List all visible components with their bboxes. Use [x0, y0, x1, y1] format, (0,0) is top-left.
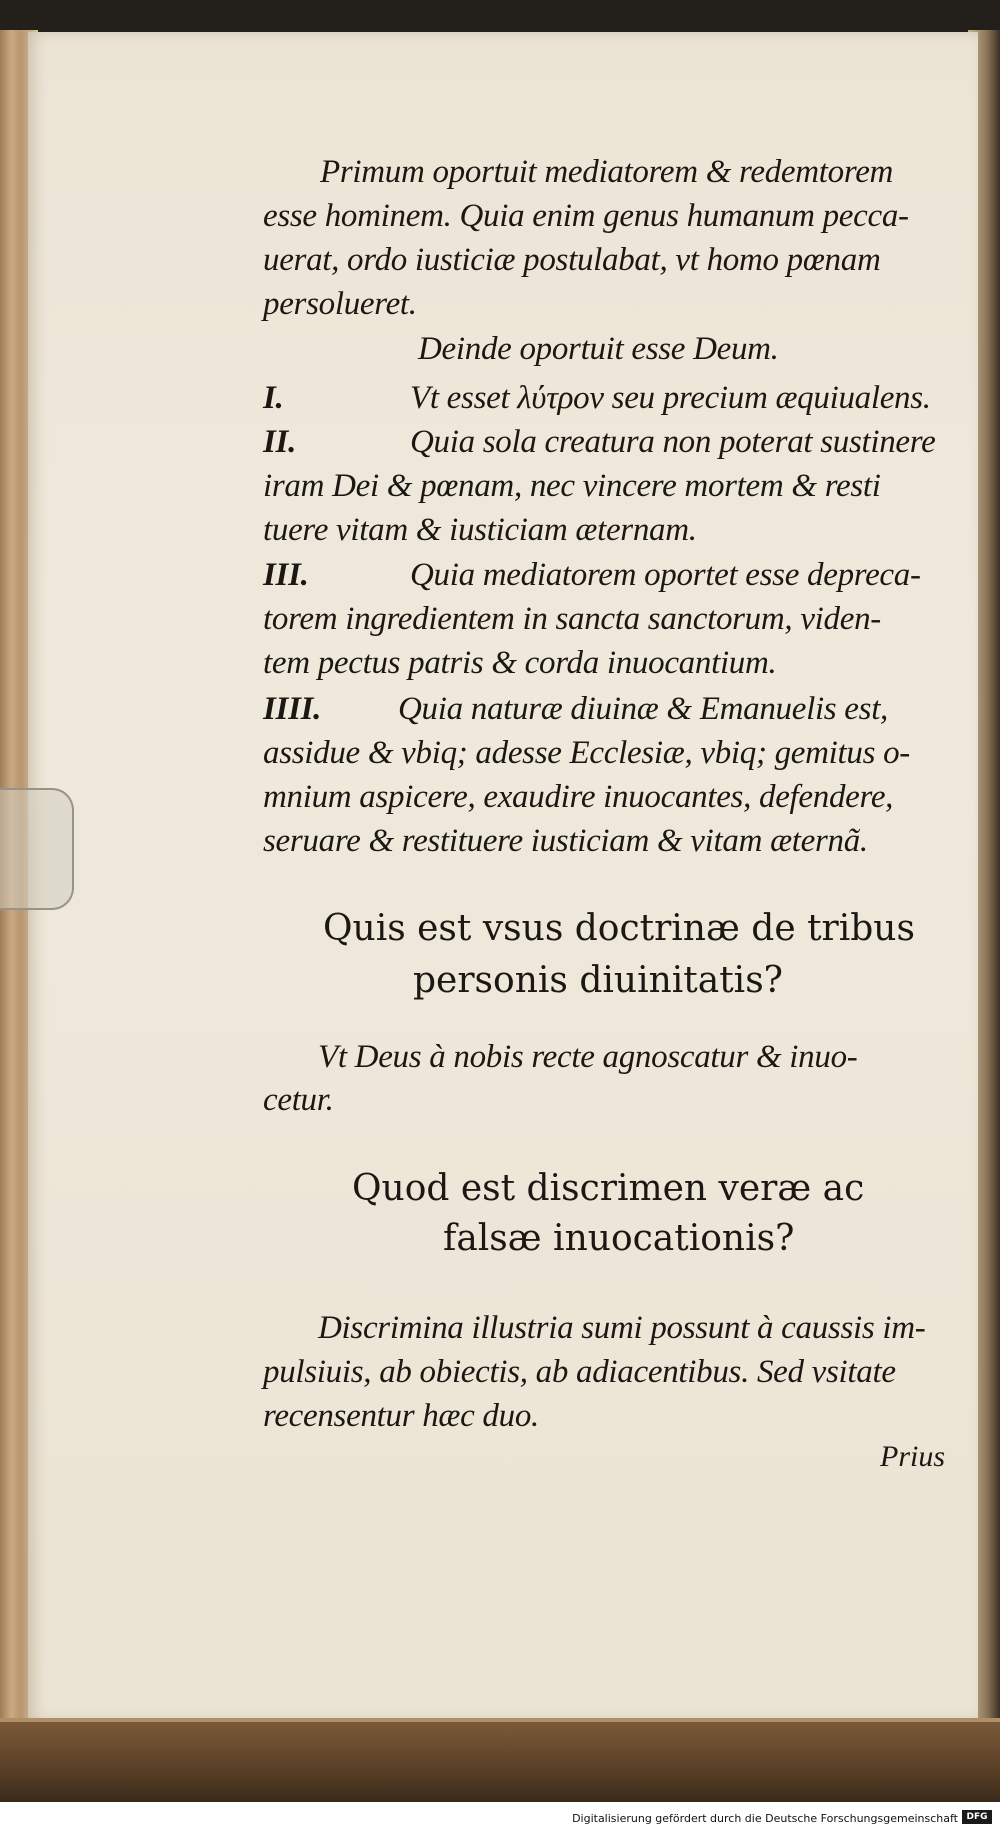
point-4-line-1: Quia naturæ diuinæ & Emanuelis est, [398, 691, 889, 727]
body-line-3: uerat, ordo iusticiæ postulabat, vt homo pœnam [263, 242, 881, 278]
body-line-1: Primum oportuit mediatorem & redemtorem [320, 154, 894, 190]
point-4-line-2: assidue & vbiq; adesse Ecclesiæ, vbiq; gemitus o- [263, 735, 910, 771]
catchword: Prius [880, 1440, 946, 1473]
answer-1-line-2: cetur. [263, 1082, 334, 1118]
scan-background-top [0, 0, 1000, 36]
point-4-line-4: seruare & restituere iusticiam & vitam æternã. [263, 823, 868, 859]
point-2-line-1: Quia sola creatura non poterat sustinere [410, 424, 936, 460]
answer-2-line-1: Discrimina illustria sumi possunt à caussis im- [318, 1310, 926, 1346]
book-page [28, 32, 978, 1722]
point-1-line-1: Vt esset λύτρον seu precium æquiualens. [410, 380, 931, 416]
dfg-logo-badge: DFG [962, 1810, 992, 1824]
point-2-line-2: iram Dei & pœnam, nec vincere mortem & resti [263, 468, 881, 504]
numeral-1: I. [263, 380, 284, 416]
footer-credit: Digitalisierung gefördert durch die Deutsche Forschungsgemeinschaft [572, 1812, 958, 1825]
question-2-line-1: Quod est discrimen veræ ac [352, 1168, 865, 1209]
point-3-line-3: tem pectus patris & corda inuocantium. [263, 645, 777, 681]
page-clip [0, 788, 74, 910]
point-4-line-3: mnium aspicere, exaudire inuocantes, defendere, [263, 779, 894, 815]
deinde-line: Deinde oportuit esse Deum. [418, 331, 779, 367]
answer-1-line-1: Vt Deus à nobis recte agnoscatur & inuo- [318, 1039, 858, 1075]
point-3-line-1: Quia mediatorem oportet esse depreca- [410, 557, 921, 593]
point-2-line-3: tuere vitam & iusticiam æternam. [263, 512, 697, 548]
numeral-2: II. [263, 424, 297, 460]
question-1-line-1: Quis est vsus doctrinæ de tribus [323, 908, 915, 949]
body-line-4: persolueret. [263, 286, 417, 322]
question-2-line-2: falsæ inuocationis? [443, 1218, 795, 1259]
numeral-3: III. [263, 557, 309, 593]
numeral-4: IIII. [263, 691, 322, 727]
answer-2-line-3: recensentur hæc duo. [263, 1398, 539, 1434]
book-board [0, 1722, 1000, 1802]
question-1-line-2: personis diuinitatis? [413, 960, 783, 1001]
body-line-2: esse hominem. Quia enim genus humanum pecca- [263, 198, 909, 234]
answer-2-line-2: pulsiuis, ab obiectis, ab adiacentibus. Sed vsitate [263, 1354, 896, 1390]
point-3-line-2: torem ingredientem in sancta sanctorum, viden- [263, 601, 881, 637]
